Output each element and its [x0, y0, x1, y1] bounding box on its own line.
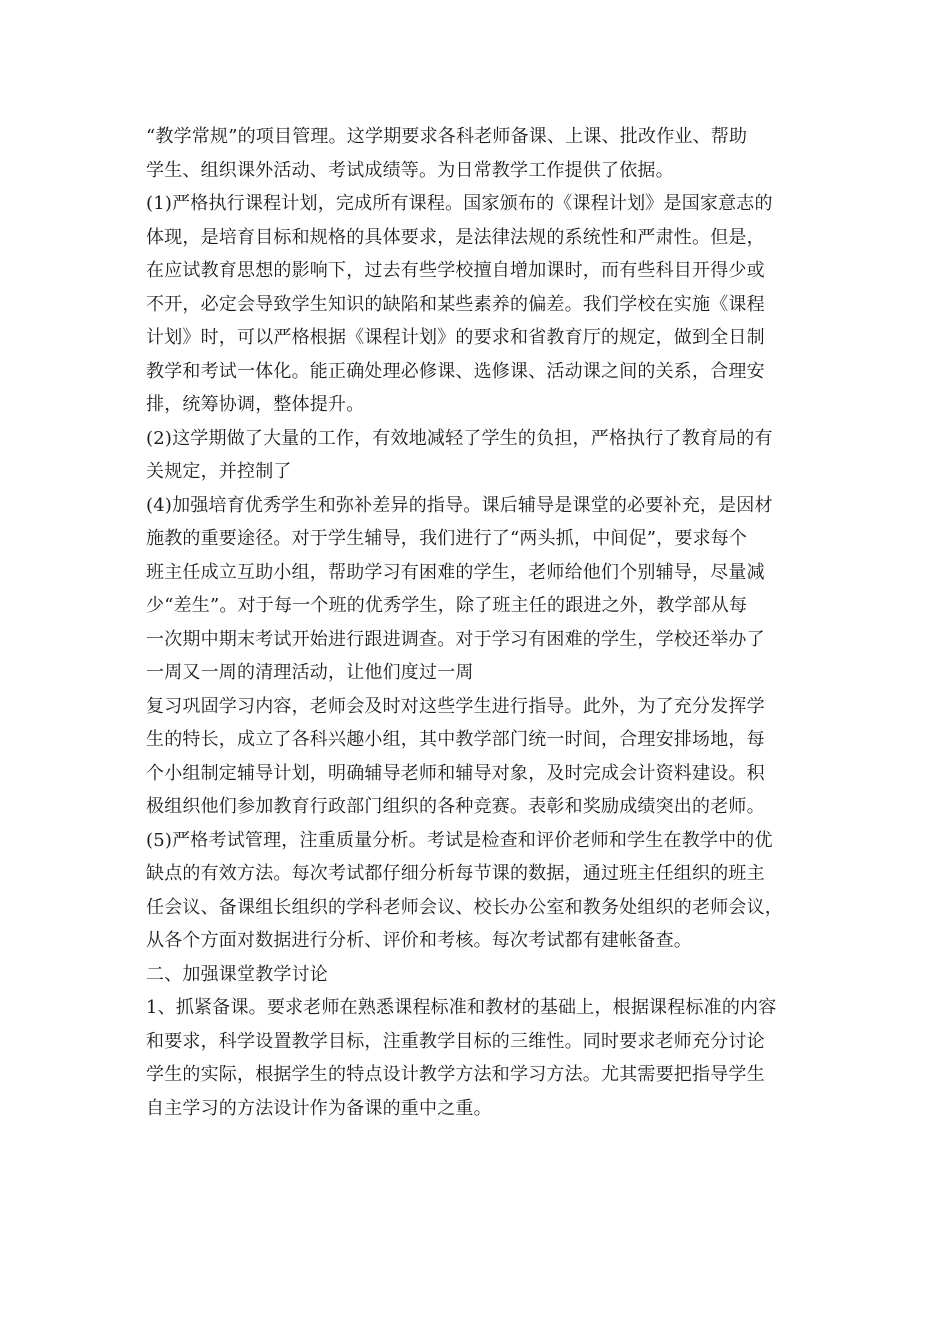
- text-line: 自主学习的方法设计作为备课的重中之重。: [146, 1097, 492, 1119]
- text-line: (1)严格执行课程计划，完成所有课程。国家颁布的《课程计划》是国家意志的: [146, 193, 773, 214]
- text-line: 和要求，科学设置教学目标，注重教学目标的三维性。同时要求老师充分讨论: [146, 1030, 765, 1052]
- text-line: 个小组制定辅导计划，明确辅导老师和辅导对象，及时完成会计资料建设。积: [146, 762, 765, 784]
- text-line: (5)严格考试管理，注重质量分析。考试是检查和评价老师和学生在教学中的优: [146, 829, 773, 851]
- text-line: 一周又一周的清理活动，让他们度过一周: [146, 662, 474, 683]
- text-line: 任会议、备课组长组织的学科老师会议、校长办公室和教务处组织的老师会议，: [146, 896, 783, 918]
- text-line: “教学常规”的项目管理。这学期要求各科老师备课、上课、批改作业、帮助: [146, 126, 748, 147]
- text-line: 极组织他们参加教育行政部门组织的各种竞赛。表彰和奖励成绩突出的老师。: [146, 796, 765, 817]
- text-line: 生的特长，成立了各科兴趣小组，其中教学部门统一时间，合理安排场地，每: [146, 729, 765, 750]
- text-line: 施教的重要途径。对于学生辅导，我们进行了“两头抓，中间促”，要求每个: [146, 528, 748, 549]
- text-line: 计划》时，可以严格根据《课程计划》的要求和省教育厅的规定，做到全日制: [146, 327, 765, 348]
- text-line: 1、抓紧备课。要求老师在熟悉课程标准和教材的基础上，根据课程标准的内容: [146, 997, 777, 1018]
- text-line: 体现，是培育目标和规格的具体要求，是法律法规的系统性和严肃性。但是，: [146, 226, 765, 248]
- text-line: 学生的实际，根据学生的特点设计教学方法和学习方法。尤其需要把指导学生: [146, 1064, 765, 1085]
- text-line: (2)这学期做了大量的工作，有效地减轻了学生的负担，严格执行了教育局的有: [146, 427, 773, 449]
- text-line: 教学和考试一体化。能正确处理必修课、选修课、活动课之间的关系，合理安: [146, 360, 765, 382]
- text-line: 学生、组织课外活动、考试成绩等。为日常教学工作提供了依据。: [146, 159, 674, 181]
- text-line: 复习巩固学习内容，老师会及时对这些学生进行指导。此外，为了充分发挥学: [146, 695, 765, 717]
- section-heading: 二、加强课堂教学讨论: [146, 963, 328, 985]
- document-body: [146, 120, 816, 1125]
- text-line: 从各个方面对数据进行分析、评价和考核。每次考试都有建帐备查。: [146, 930, 692, 951]
- text-line: 关规定，并控制了: [146, 461, 292, 482]
- text-line: 排，统筹协调，整体提升。: [146, 394, 365, 415]
- text-line: 班主任成立互助小组，帮助学习有困难的学生，老师给他们个别辅导，尽量减: [146, 561, 765, 583]
- text-line: 不开，必定会导致学生知识的缺陷和某些素养的偏差。我们学校在实施《课程: [146, 293, 765, 315]
- text-line: 一次期中期末考试开始进行跟进调查。对于学习有困难的学生，学校还举办了: [146, 628, 765, 650]
- text-line: 少“差生”。对于每一个班的优秀学生，除了班主任的跟进之外，教学部从每: [146, 595, 748, 616]
- text-line: (4)加强培育优秀学生和弥补差异的指导。课后辅导是课堂的必要补充，是因材: [146, 494, 773, 516]
- text-line: 在应试教育思想的影响下，过去有些学校擅自增加课时，而有些科目开得少或: [146, 260, 765, 281]
- text-line: 缺点的有效方法。每次考试都仔细分析每节课的数据，通过班主任组织的班主: [146, 863, 765, 884]
